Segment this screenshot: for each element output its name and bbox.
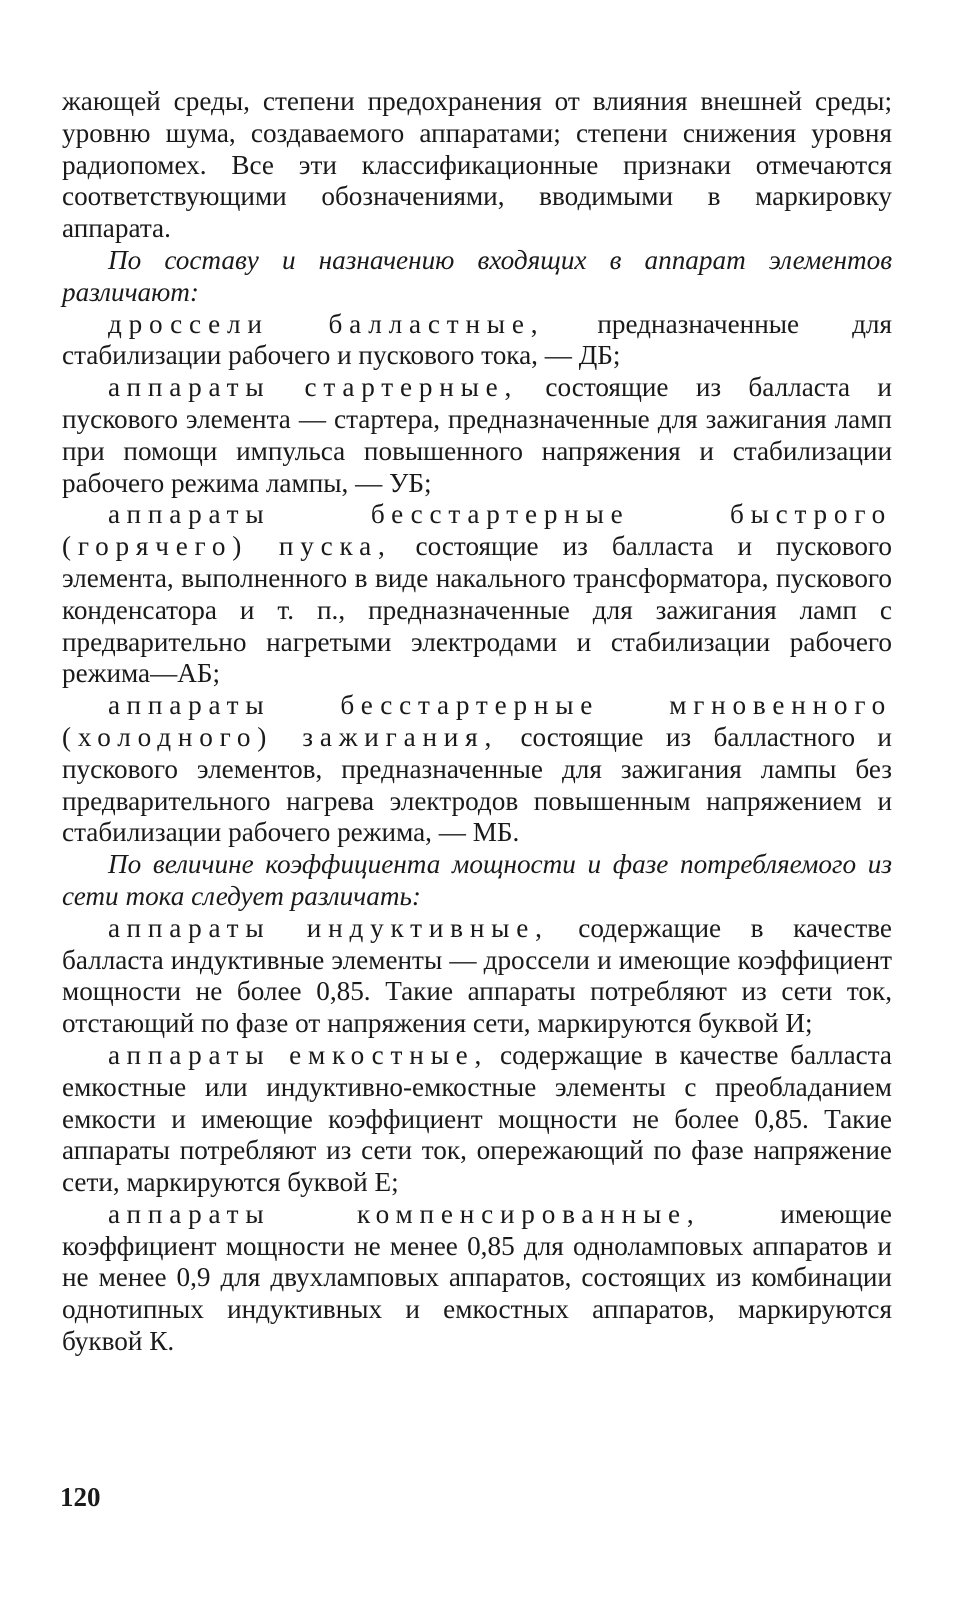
definition-paragraph-compensated <box>62 1199 892 1358</box>
definition-text: предназначенные для стабилизации рабочего и пускового тока, — ДБ; <box>62 308 892 371</box>
term-rapid-start-devices: аппараты бесстартерные быстрого (горячего) пуска, <box>62 499 892 562</box>
term-instant-start-devices: аппараты бесстартерные мгновенного (холодного) зажигания, <box>62 690 892 752</box>
definition-text: имеющие коэффициент мощности не менее 0,85 для одноламповых аппаратов и не менее 0,9 для двухламповых аппаратов, состоящих из комбинации однотипных индуктивных и емкостных аппаратов, маркируются буквой К. <box>62 1198 892 1357</box>
term-capacitive-devices: аппараты емкостные, <box>108 1039 489 1070</box>
definition-paragraph-ub <box>62 372 892 499</box>
definition-paragraph-capacitive <box>62 1040 892 1199</box>
term-starter-devices: аппараты стартерные, <box>108 372 519 403</box>
intro-paragraph: жающей среды, степени предохранения от влияния внешней среды; уровню шума, создаваемого аппаратами; степени снижения уровня радиопомех. Все эти классификационные признаки отмечаются соответствующими обозначениями, вводимыми в маркировку аппарата. <box>62 86 892 244</box>
definition-text: состоящие из балласта и пускового элемента — стартера, предназначенные для зажигания ламп при помощи импульса повышенного напряжения и стабилизации рабочего режима лампы, — УБ; <box>62 372 892 498</box>
definition-paragraph-mb <box>62 690 892 849</box>
classification-heading-composition: По составу и назначению входящих в аппарат элементов различают: <box>62 244 892 307</box>
definition-paragraph-db <box>62 309 892 373</box>
definition-text: состоящие из балластного и пускового элементов, предназначенные для зажигания лампы без предварительного нагрева электродов повышенным напряжением и стабилизации рабочего режима, — МБ. <box>62 721 892 848</box>
term-inductive-devices: аппараты индуктивные, <box>108 912 549 943</box>
classification-heading-power-factor: По величине коэффициента мощности и фазе потребляемого из сети тока следует различать: <box>62 849 892 911</box>
definition-paragraph-inductive <box>62 913 892 1040</box>
page-body <box>62 86 892 1358</box>
page-number: 120 <box>60 1482 101 1512</box>
definition-paragraph-ab <box>62 499 892 690</box>
definition-text: состоящие из балласта и пускового элемента, выполненного в виде накального трансформатора, пускового конденсатора и т. п., предназначенные для зажигания ламп с предварительно нагретыми электродами и стабилизации рабочего режима—АБ; <box>62 531 892 689</box>
term-ballast-chokes: дроссели балластные, <box>108 308 545 339</box>
definition-text: содержащие в качестве балласта индуктивные элементы — дроссели и имеющие коэффициент мощности не более 0,85. Такие аппараты потребляют из сети ток, отстающий по фазе от напряжения сети, маркируются буквой И; <box>62 912 892 1039</box>
term-compensated-devices: аппараты компенсированные, <box>108 1198 701 1229</box>
definition-text: содержащие в качестве балласта емкостные или индуктивно-емкостные элементы с преобладанием емкости и имеющие коэффициент мощности не более 0,85. Такие аппараты потребляют из сети ток, опережающий по фазе напряжение сети, маркируются буквой Е; <box>62 1039 892 1198</box>
